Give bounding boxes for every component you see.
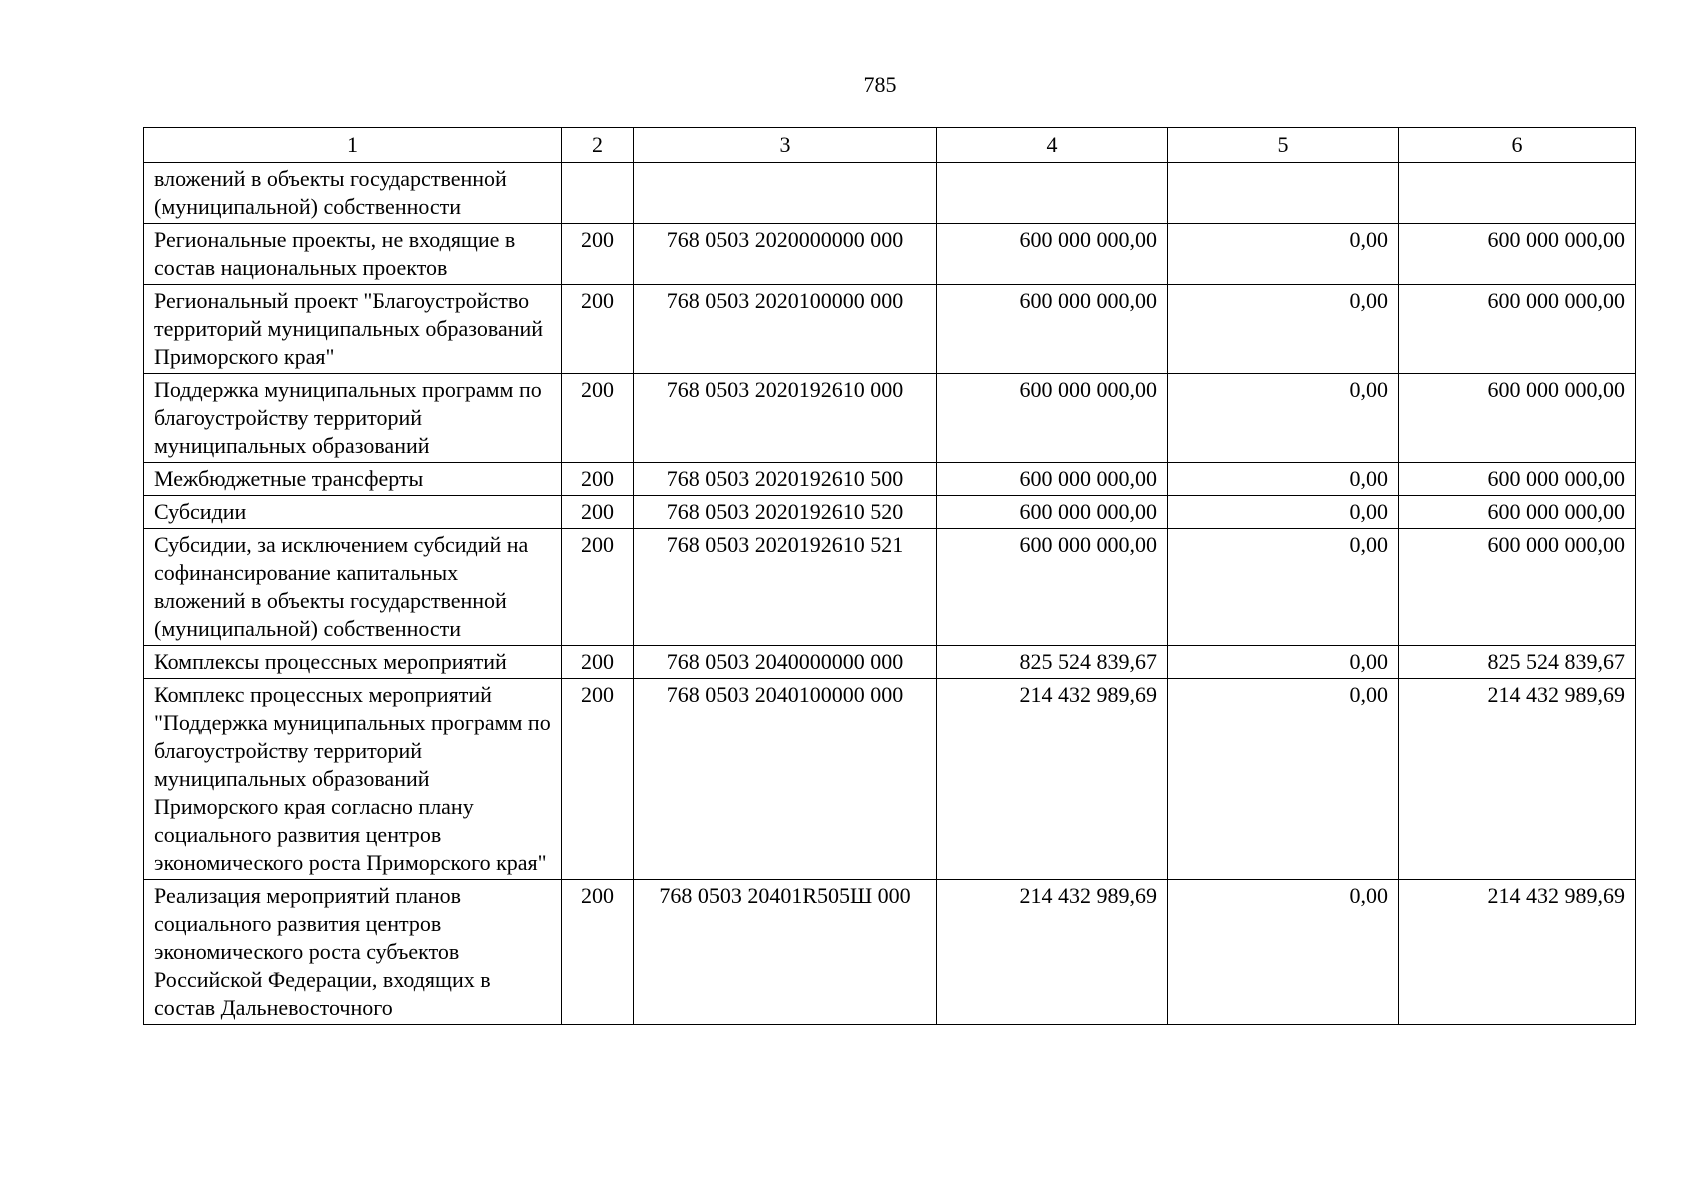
row-amount-3-cell: 600 000 000,00 xyxy=(1399,496,1636,529)
row-amount-1-cell: 214 432 989,69 xyxy=(937,679,1168,880)
row-amount-2-cell xyxy=(1168,163,1399,224)
row-classification-cell: 768 0503 2020192610 500 xyxy=(634,463,937,496)
row-name-cell: Комплексы процессных мероприятий xyxy=(144,646,562,679)
row-amount-1-cell: 600 000 000,00 xyxy=(937,496,1168,529)
row-amount-1-cell: 600 000 000,00 xyxy=(937,463,1168,496)
row-amount-1-cell: 825 524 839,67 xyxy=(937,646,1168,679)
row-name-cell: Реализация мероприятий планов социального развития центров экономического роста субъектов Российской Федерации, входящих в состав Дальневосточного xyxy=(144,880,562,1025)
row-code-cell: 200 xyxy=(562,285,634,374)
row-name-cell: Межбюджетные трансферты xyxy=(144,463,562,496)
row-classification-cell: 768 0503 2020192610 000 xyxy=(634,374,937,463)
row-amount-1-cell xyxy=(937,163,1168,224)
row-classification-cell: 768 0503 2040100000 000 xyxy=(634,679,937,880)
table-row xyxy=(144,880,1636,1025)
row-classification-cell: 768 0503 2020000000 000 xyxy=(634,224,937,285)
row-amount-1-cell: 600 000 000,00 xyxy=(937,285,1168,374)
row-classification-cell: 768 0503 2020192610 520 xyxy=(634,496,937,529)
table-row xyxy=(144,646,1636,679)
row-name-cell: Субсидии xyxy=(144,496,562,529)
budget-table xyxy=(143,127,1636,1025)
column-number-4: 4 xyxy=(937,128,1168,163)
row-code-cell: 200 xyxy=(562,679,634,880)
row-classification-cell: 768 0503 20401R505Ш 000 xyxy=(634,880,937,1025)
column-number-5: 5 xyxy=(1168,128,1399,163)
table-row xyxy=(144,374,1636,463)
row-classification-cell: 768 0503 2020100000 000 xyxy=(634,285,937,374)
row-name-cell: Региональный проект "Благоустройство территорий муниципальных образований Приморского края" xyxy=(144,285,562,374)
row-code-cell: 200 xyxy=(562,463,634,496)
row-amount-2-cell: 0,00 xyxy=(1168,374,1399,463)
table-row xyxy=(144,496,1636,529)
row-amount-3-cell: 600 000 000,00 xyxy=(1399,285,1636,374)
column-number-1: 1 xyxy=(144,128,562,163)
row-classification-cell: 768 0503 2020192610 521 xyxy=(634,529,937,646)
column-number-3: 3 xyxy=(634,128,937,163)
row-amount-3-cell: 214 432 989,69 xyxy=(1399,880,1636,1025)
row-classification-cell: 768 0503 2040000000 000 xyxy=(634,646,937,679)
row-amount-3-cell: 600 000 000,00 xyxy=(1399,224,1636,285)
row-amount-2-cell: 0,00 xyxy=(1168,496,1399,529)
table-row xyxy=(144,463,1636,496)
row-amount-2-cell: 0,00 xyxy=(1168,224,1399,285)
row-amount-2-cell: 0,00 xyxy=(1168,880,1399,1025)
column-number-6: 6 xyxy=(1399,128,1636,163)
row-name-cell: вложений в объекты государственной (муниципальной) собственности xyxy=(144,163,562,224)
row-amount-2-cell: 0,00 xyxy=(1168,463,1399,496)
row-amount-1-cell: 600 000 000,00 xyxy=(937,374,1168,463)
row-name-cell: Региональные проекты, не входящие в состав национальных проектов xyxy=(144,224,562,285)
table-row xyxy=(144,285,1636,374)
row-name-cell: Поддержка муниципальных программ по благоустройству территорий муниципальных образований xyxy=(144,374,562,463)
table-row xyxy=(144,679,1636,880)
row-code-cell: 200 xyxy=(562,529,634,646)
row-code-cell: 200 xyxy=(562,880,634,1025)
row-amount-3-cell: 600 000 000,00 xyxy=(1399,463,1636,496)
row-code-cell: 200 xyxy=(562,646,634,679)
row-code-cell: 200 xyxy=(562,496,634,529)
column-number-header-row xyxy=(144,128,1636,163)
row-amount-3-cell: 600 000 000,00 xyxy=(1399,374,1636,463)
table-row xyxy=(144,163,1636,224)
row-amount-3-cell: 825 524 839,67 xyxy=(1399,646,1636,679)
row-classification-cell xyxy=(634,163,937,224)
row-code-cell xyxy=(562,163,634,224)
row-amount-2-cell: 0,00 xyxy=(1168,646,1399,679)
row-amount-2-cell: 0,00 xyxy=(1168,679,1399,880)
row-name-cell: Субсидии, за исключением субсидий на софинансирование капитальных вложений в объекты государственной (муниципальной) собственности xyxy=(144,529,562,646)
row-amount-2-cell: 0,00 xyxy=(1168,529,1399,646)
table-row xyxy=(144,224,1636,285)
page-number: 785 xyxy=(863,72,897,97)
table-row xyxy=(144,529,1636,646)
row-name-cell: Комплекс процессных мероприятий "Поддержка муниципальных программ по благоустройству территорий муниципальных образований Приморского края согласно плану социального развития центров экономического роста Приморского края" xyxy=(144,679,562,880)
row-amount-3-cell: 600 000 000,00 xyxy=(1399,529,1636,646)
column-number-2: 2 xyxy=(562,128,634,163)
row-amount-3-cell xyxy=(1399,163,1636,224)
row-amount-1-cell: 600 000 000,00 xyxy=(937,529,1168,646)
row-amount-2-cell: 0,00 xyxy=(1168,285,1399,374)
row-amount-3-cell: 214 432 989,69 xyxy=(1399,679,1636,880)
row-code-cell: 200 xyxy=(562,374,634,463)
row-amount-1-cell: 600 000 000,00 xyxy=(937,224,1168,285)
row-amount-1-cell: 214 432 989,69 xyxy=(937,880,1168,1025)
row-code-cell: 200 xyxy=(562,224,634,285)
